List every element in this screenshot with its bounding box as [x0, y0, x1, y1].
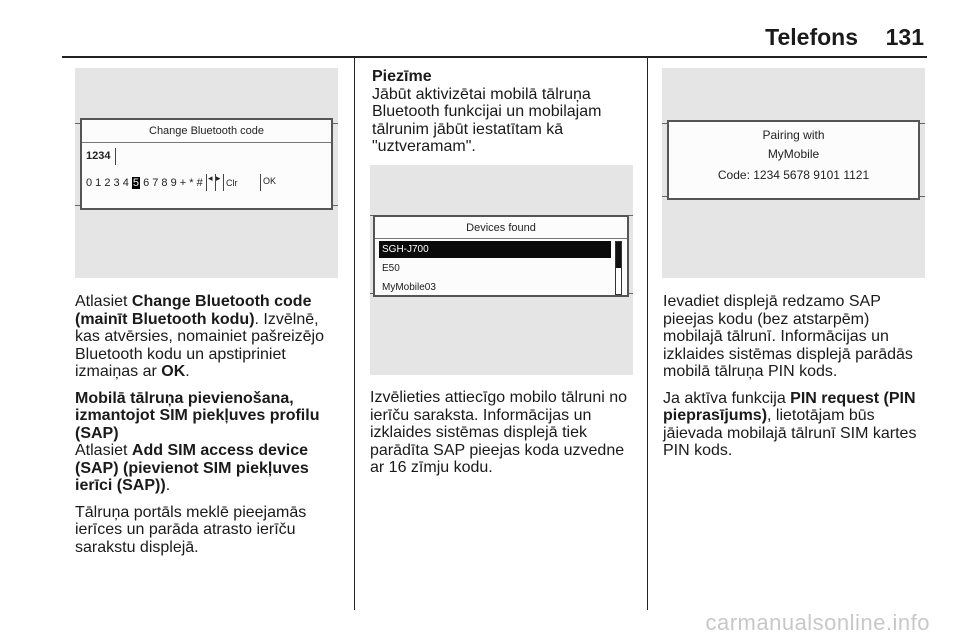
column-divider-2	[647, 58, 648, 610]
header-divider	[62, 56, 927, 58]
screen-title: Change Bluetooth code	[149, 125, 264, 137]
device-list-item[interactable]: MyMobile03	[382, 282, 436, 293]
keypad-keys-after[interactable]: 6 7 8 9 + * #	[143, 177, 203, 189]
menu-item-reference: Change Bluetooth code (mainīt Bluetooth kodu)	[75, 293, 312, 328]
screen-divider	[82, 142, 331, 143]
note-title: Piezīme	[372, 68, 432, 85]
paragraph-select-phone: Izvēlieties attiecīgo mobilo tālruni no ierīču saraksta. Informācijas un izklaides sistēmas displejā tiek parādīta SAP pieejas koda uzvedne ar 16 zīmju kodu.	[370, 389, 628, 476]
paragraph-enter-code: Ievadiet displejā redzamo SAP pieejas kodu (bez atstarpēm) mobilajā tālrunī. Informācijas un izklaides sistēmas displejā parādās mobilā tālruņa PIN kods.	[663, 293, 913, 380]
devices-found-screenshot	[370, 165, 633, 375]
page-header-title: Telefons	[765, 24, 858, 50]
change-code-screenshot	[75, 68, 338, 278]
text-run: .	[165, 477, 171, 494]
screen-title: Devices found	[466, 222, 536, 234]
pairing-code: Code: 1234 5678 9101 1121	[717, 168, 870, 182]
key-separator	[206, 174, 207, 191]
keypad-keys-before[interactable]: 0 1 2 3 4	[86, 177, 129, 189]
note-text: Jābūt aktivizētai mobilā tālruņa Bluetooth funkcijai un mobilajam tālrunim jābūt iestatītam kā "uztveramam".	[372, 85, 602, 155]
ok-button[interactable]: OK	[263, 176, 277, 186]
left-arrow-icon[interactable]: ◂	[208, 173, 213, 183]
note-block	[372, 68, 634, 165]
keypad-selected-key[interactable]: 5	[132, 177, 140, 189]
column-1-text	[75, 293, 343, 565]
watermark: carmanualsonline.info	[705, 610, 930, 635]
pairing-screenshot	[662, 68, 925, 278]
text-run: .	[185, 363, 190, 380]
text-run: Ja aktīva funkcija	[663, 389, 791, 407]
device-list-item[interactable]: E50	[382, 263, 400, 274]
column-2-text	[370, 389, 636, 486]
instruction-change-code	[75, 293, 343, 381]
paragraph-device-search: Tālruņa portāls meklē pieejamās ierīces un parāda atrasto ierīču sarakstu displejā.	[75, 503, 307, 556]
instruction-add-sim	[75, 442, 343, 495]
scrollbar-thumb[interactable]	[616, 242, 621, 268]
display-screen	[373, 215, 629, 297]
text-run: , lietotājam būs jāievada mobilajā tālrunī SIM kartes PIN kods.	[663, 407, 917, 459]
text-cursor	[115, 148, 116, 165]
menu-item-reference: Add SIM access device (SAP) (pievienot SIM piekļuves ierīci (SAP))	[75, 442, 309, 494]
device-list-item[interactable]: SGH-J700	[379, 241, 611, 258]
ok-reference: OK	[161, 363, 186, 380]
column-divider-1	[354, 58, 355, 610]
text-run: Atlasiet	[75, 442, 132, 459]
right-arrow-icon[interactable]: ▸	[216, 173, 221, 183]
pairing-device-name: MyMobile	[767, 147, 820, 161]
display-screen	[80, 118, 333, 210]
key-separator	[260, 174, 261, 191]
text-run: Atlasiet	[75, 293, 132, 310]
keypad-row	[86, 177, 203, 189]
screen-divider	[375, 238, 627, 239]
pairing-title: Pairing with	[762, 128, 825, 142]
column-3-text	[663, 293, 925, 469]
display-screen	[667, 120, 920, 200]
list-scrollbar[interactable]	[615, 241, 622, 295]
clear-button[interactable]: Clr	[226, 178, 238, 188]
page-number: 131	[885, 24, 924, 50]
text-run: . Izvēlnē, kas atvērsies, nomainiet pašreizējo Bluetooth kodu un apstipriniet izmaiņas ar	[75, 310, 325, 380]
key-separator	[223, 174, 224, 191]
section-heading: Mobilā tālruņa pievienošana, izmantojot SIM piekļuves profilu (SAP)	[75, 389, 320, 442]
paragraph-pin-request	[663, 390, 925, 460]
entered-code: 1234	[86, 150, 111, 162]
menu-item-reference: PIN request (PIN pieprasījums)	[663, 389, 916, 424]
